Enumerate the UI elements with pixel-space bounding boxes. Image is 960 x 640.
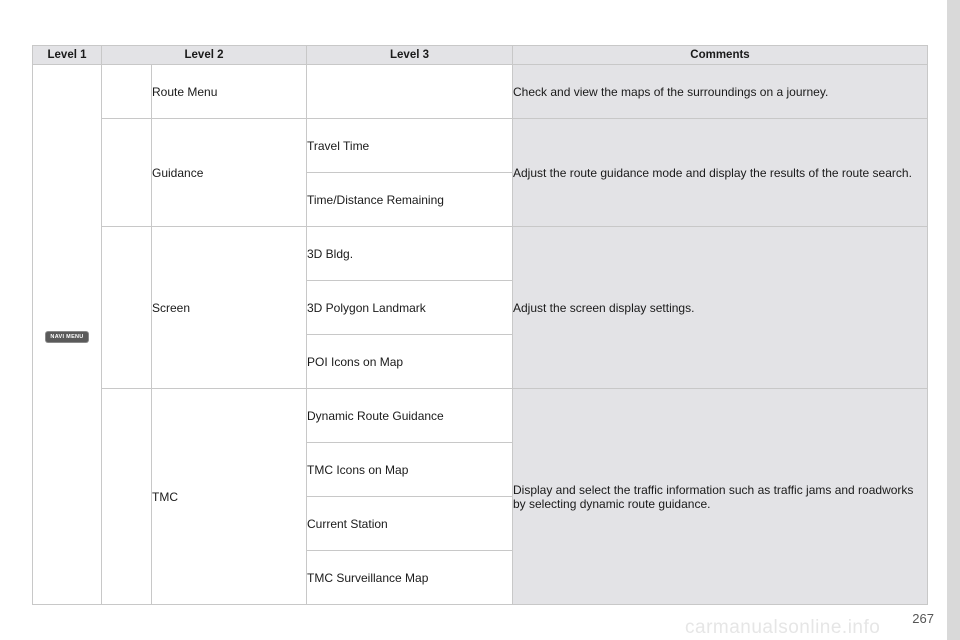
level-3-poi-icons-on-map: POI Icons on Map	[307, 335, 513, 389]
watermark-text: carmanualsonline.info	[685, 617, 881, 638]
navigation-menu-table	[32, 45, 928, 605]
navi-menu-button-icon: NAVI MENU	[46, 332, 87, 342]
table-row	[33, 65, 928, 119]
level-3-tmc-surveillance-map: TMC Surveillance Map	[307, 551, 513, 605]
header-level-2: Level 2	[102, 46, 307, 65]
table-row	[33, 389, 928, 443]
spacer-cell	[102, 389, 152, 605]
table-row	[33, 119, 928, 173]
comment-tmc: Display and select the traffic information such as traffic jams and roadworks by selecting dynamic route guidance.	[513, 389, 928, 605]
comment-screen: Adjust the screen display settings.	[513, 227, 928, 389]
header-level-1: Level 1	[33, 46, 102, 65]
level-1-cell	[33, 65, 102, 605]
table-row	[33, 227, 928, 281]
spacer-cell	[102, 227, 152, 389]
header-level-3: Level 3	[307, 46, 513, 65]
table-header-row	[33, 46, 928, 65]
level-3-time-distance-remaining: Time/Distance Remaining	[307, 173, 513, 227]
level-3-current-station: Current Station	[307, 497, 513, 551]
level-2-route-menu: Route Menu	[152, 65, 307, 119]
level-3-3d-polygon-landmark: 3D Polygon Landmark	[307, 281, 513, 335]
page-edge-strip	[947, 0, 960, 640]
level-2-guidance: Guidance	[152, 119, 307, 227]
spacer-cell	[102, 65, 152, 119]
level-3-travel-time: Travel Time	[307, 119, 513, 173]
comment-guidance: Adjust the route guidance mode and display the results of the route search.	[513, 119, 928, 227]
level-3-tmc-icons-on-map: TMC Icons on Map	[307, 443, 513, 497]
level-2-screen: Screen	[152, 227, 307, 389]
level-2-tmc: TMC	[152, 389, 307, 605]
page-number: 267	[912, 611, 934, 626]
level-3-dynamic-route-guidance: Dynamic Route Guidance	[307, 389, 513, 443]
spacer-cell	[102, 119, 152, 227]
comment-route-menu: Check and view the maps of the surroundings on a journey.	[513, 65, 928, 119]
level-3-3d-bldg: 3D Bldg.	[307, 227, 513, 281]
level-3-empty	[307, 65, 513, 119]
header-comments: Comments	[513, 46, 928, 65]
